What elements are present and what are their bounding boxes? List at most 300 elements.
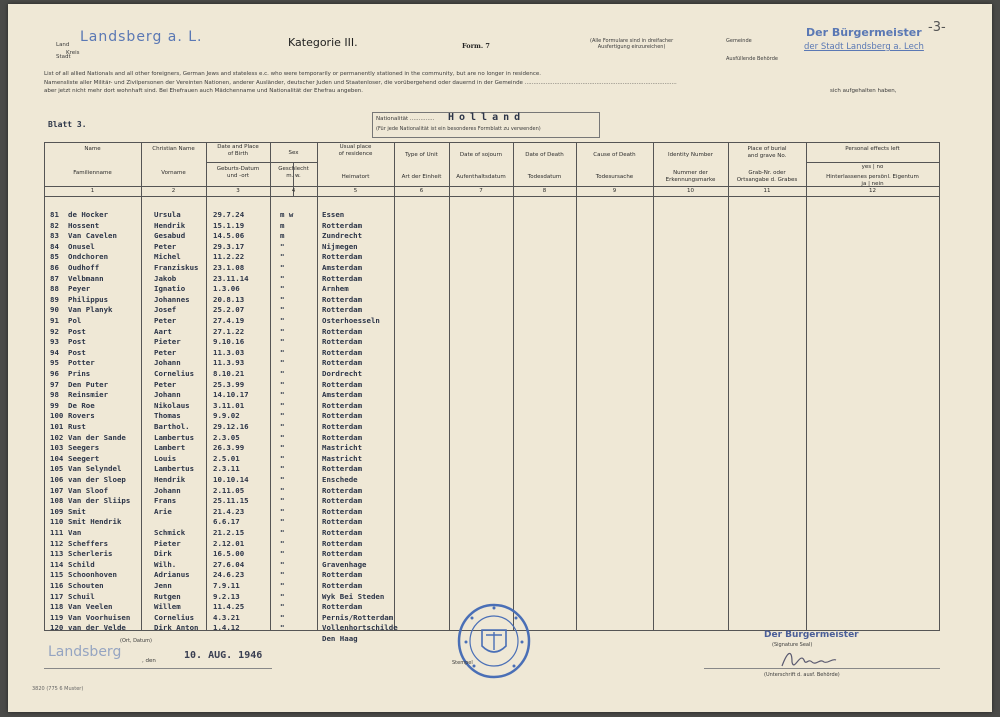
row-family-name: Den Puter [68, 379, 109, 389]
row-number: 116 [50, 581, 64, 590]
row-number: 118 [50, 602, 64, 612]
kreis-label: Kreis [66, 50, 80, 56]
row-residence: Rotterdam [322, 506, 363, 516]
row-birth-date: 23.1.08 [213, 263, 245, 272]
col-residence-en: Usual place of residence [338, 144, 373, 157]
row-number: 120 [50, 623, 64, 633]
row-first-name: Jenn [154, 581, 172, 590]
row-residence: Rotterdam [322, 305, 363, 315]
row-family-name: Oudhoff [68, 263, 100, 272]
table-row [8, 486, 992, 497]
row-family-name: Seegert [68, 453, 100, 463]
row-birth-date: 4.3.21 [213, 612, 240, 622]
row-sex: " [280, 485, 285, 495]
table-row [8, 305, 992, 316]
row-residence: Rotterdam [322, 517, 363, 527]
row-number: 106 [50, 475, 64, 484]
row-family-name: Schouten [68, 581, 104, 590]
form-number: Form. 7 [462, 42, 490, 50]
row-residence: Amsterdam [322, 390, 363, 400]
row-number: 93 [50, 337, 59, 347]
row-family-name: Van der Sande [68, 432, 126, 442]
col-sex-de: Geschlecht m. w. [278, 166, 309, 179]
col-christian-en: Christian Name [152, 146, 195, 152]
row-birth-date: 2.3.11 [213, 464, 240, 474]
row-birth-date: 16.5.00 [213, 549, 245, 559]
table-row [8, 242, 992, 253]
row-residence: Rotterdam [322, 464, 363, 474]
row-birth-date: 26.3.99 [213, 443, 245, 453]
row-number: 96 [50, 369, 59, 378]
row-family-name: Rovers [68, 411, 95, 421]
row-sex: " [280, 263, 285, 272]
row-family-name: Peyer [68, 284, 91, 294]
instruction-de-3: sich aufgehalten haben, [830, 88, 897, 94]
colnum-8: 8 [542, 188, 547, 194]
col-name-en: Name [84, 146, 101, 152]
row-number: 105 [50, 464, 64, 474]
row-sex: " [280, 379, 285, 389]
form-note: (Alle Formulare sind in dreifacher Ausfertigung einzureichen) [590, 38, 674, 50]
page-note: -3- [928, 20, 946, 35]
row-first-name: Dirk [154, 549, 172, 559]
row-residence: Rotterdam [322, 496, 363, 506]
row-birth-date: 11.3.93 [213, 358, 245, 368]
handwritten-signature-icon [778, 644, 838, 674]
row-residence: Amsterdam [322, 263, 363, 272]
table-row [8, 570, 992, 581]
table-row [8, 380, 992, 391]
row-birth-date: 6.6.17 [213, 517, 240, 527]
row-number: 88 [50, 284, 59, 294]
table-row [8, 549, 992, 560]
row-residence: Enschede [322, 475, 358, 484]
row-residence: Dordrecht [322, 369, 363, 378]
sheet-number: Blatt 3. [48, 120, 87, 129]
row-family-name: Post [68, 337, 86, 347]
row-residence: Rotterdam [322, 549, 363, 559]
row-first-name: Peter [154, 241, 177, 251]
row-number: 86 [50, 263, 59, 272]
row-sex: " [280, 443, 285, 453]
row-family-name: Smit [68, 506, 86, 516]
table-row [8, 475, 992, 486]
col-cause-de: Todesursache [595, 174, 634, 180]
row-birth-date: 23.11.14 [213, 273, 249, 283]
row-sex: m w [280, 210, 294, 219]
row-number: 84 [50, 241, 59, 251]
signature-caption: (Unterschrift d. ausf. Behörde) [764, 672, 840, 678]
row-residence: Gravenhage [322, 559, 367, 569]
col-death-date-en: Date of Death [525, 152, 564, 158]
gemeinde-label: Gemeinde [726, 38, 752, 44]
row-family-name: Schoonhoven [68, 570, 117, 580]
row-birth-date: 1.4.12 [213, 623, 240, 633]
row-birth-date: 2.5.01 [213, 453, 240, 463]
row-birth-date: 24.6.23 [213, 570, 245, 580]
table-row [8, 390, 992, 401]
table-row [8, 295, 992, 306]
row-first-name: Barthol. [154, 422, 190, 431]
row-family-name: Post [68, 347, 86, 357]
row-residence: Rotterdam [322, 581, 363, 590]
table-row [8, 411, 992, 422]
row-number: 110 [50, 517, 64, 527]
colnum-1: 1 [90, 188, 95, 194]
row-sex: " [280, 326, 285, 336]
row-birth-date: 21.4.23 [213, 506, 245, 516]
row-first-name: Ignatio [154, 284, 186, 294]
table-row [8, 496, 992, 507]
row-sex: " [280, 337, 285, 347]
row-birth-date: 20.8.13 [213, 294, 245, 304]
row-sex: " [280, 411, 285, 421]
row-birth-date: 8.10.21 [213, 369, 245, 378]
row-family-name: Onusel [68, 241, 95, 251]
table-row [8, 348, 992, 359]
row-first-name: Willem [154, 602, 181, 612]
colnum-5: 5 [353, 188, 358, 194]
nationality-value: Holland [448, 112, 526, 123]
row-residence: Rotterdam [322, 294, 363, 304]
row-number: 81 [50, 210, 59, 219]
col-death-date-de: Todesdatum [527, 174, 562, 180]
row-first-name: Gesabud [154, 231, 186, 241]
row-family-name: Van Selyndel [68, 464, 122, 474]
table-row [8, 422, 992, 433]
col-birth-en: Date and Place of Birth [217, 144, 259, 157]
row-family-name: Van Planyk [68, 305, 113, 315]
col-unit-en: Type of Unit [405, 152, 438, 158]
row-first-name: Rutgen [154, 591, 181, 601]
col-birth-de: Geburts-Datum und -ort [216, 166, 260, 179]
row-sex: " [280, 570, 285, 580]
official-seal-icon [456, 602, 532, 680]
row-first-name: Arie [154, 506, 172, 516]
row-number: 119 [50, 612, 64, 622]
colnum-4: 4 [291, 188, 296, 194]
row-birth-date: 25.3.99 [213, 379, 245, 389]
row-number: 87 [50, 273, 59, 283]
col-effects-yesno: yes | no [861, 164, 884, 170]
row-first-name: Schmick [154, 528, 186, 537]
table-row [8, 231, 992, 242]
row-number: 97 [50, 379, 59, 389]
row-first-name: Peter [154, 316, 177, 325]
row-family-name: van der Velde [68, 623, 126, 633]
row-sex: " [280, 506, 285, 516]
row-family-name: Smit Hendrik [68, 517, 122, 527]
table-row [8, 539, 992, 550]
row-first-name: Pieter [154, 337, 181, 347]
row-sex: " [280, 528, 285, 537]
row-first-name: Hendrik [154, 220, 186, 230]
row-birth-date: 10.10.14 [213, 475, 249, 484]
table-row [8, 221, 992, 232]
row-family-name: Velbmann [68, 273, 104, 283]
row-sex: " [280, 347, 285, 357]
col-identity-de: Nummer der Erkennungsmarke [665, 170, 716, 183]
table-row [8, 316, 992, 327]
row-number: 101 [50, 422, 64, 431]
table-row [8, 274, 992, 285]
row-residence: Den Haag [322, 634, 358, 643]
row-residence: Nijmegen [322, 241, 358, 251]
row-sex: " [280, 316, 285, 325]
row-residence: Rotterdam [322, 528, 363, 537]
row-residence: Vollenhortschilde [322, 623, 398, 633]
row-residence: Rotterdam [322, 337, 363, 347]
row-number: 103 [50, 443, 64, 453]
row-residence: Rotterdam [322, 538, 363, 548]
footer-place-label: (Ort, Datum) [120, 638, 152, 644]
col-cause-en: Cause of Death [593, 152, 636, 158]
row-residence: Zundrecht [322, 231, 363, 241]
row-first-name: Michel [154, 252, 181, 262]
table-row [8, 464, 992, 475]
instruction-de-2: aber jetzt nicht mehr dort wohnhaft sind. Bei Ehefrauen auch Mädchenname und Nationalität der Ehefrau angeben. [44, 88, 363, 94]
row-number: 91 [50, 316, 59, 325]
row-number: 100 [50, 411, 64, 421]
table-row [8, 210, 992, 221]
table-row [8, 517, 992, 528]
signature-stamp: Der Bürgermeister [764, 630, 859, 640]
row-family-name: Ondchoren [68, 252, 109, 262]
row-birth-date: 11.3.03 [213, 347, 245, 357]
row-number: 99 [50, 400, 59, 410]
row-family-name: Van Cavelen [68, 231, 117, 241]
row-family-name: van der Sloep [68, 475, 126, 484]
row-first-name: Lambert [154, 443, 186, 453]
row-number: 111 [50, 528, 64, 537]
row-family-name: Potter [68, 358, 95, 368]
row-birth-date: 25.11.15 [213, 496, 249, 506]
row-birth-date: 27.1.22 [213, 326, 245, 336]
row-first-name: Johann [154, 485, 181, 495]
row-family-name: Post [68, 326, 86, 336]
row-number: 98 [50, 390, 59, 400]
row-residence: Rotterdam [322, 570, 363, 580]
row-birth-date: 15.1.19 [213, 220, 245, 230]
row-residence: Rotterdam [322, 273, 363, 283]
row-number: 82 [50, 220, 59, 230]
row-family-name: Seegers [68, 443, 100, 453]
row-sex: " [280, 284, 285, 294]
row-sex: " [280, 612, 285, 622]
row-first-name: Lambertus [154, 432, 195, 442]
land-label: Land [56, 42, 70, 48]
row-sex: " [280, 538, 285, 548]
instruction-de-1: Namensliste aller Militär- und Zivilpersonen der Vereinten Nationen, anderer Ausländer, deutscher Juden und Staatenloser, die vorübergehend oder dauernd in der Gemeinde ....................................................................................... [44, 80, 677, 86]
row-sex: " [280, 241, 285, 251]
row-first-name: Aart [154, 326, 172, 336]
row-family-name: de Hocker [68, 210, 109, 219]
colnum-9: 9 [612, 188, 617, 194]
row-sex: " [280, 517, 285, 527]
row-sex: " [280, 549, 285, 559]
row-residence: Rotterdam [322, 379, 363, 389]
signature-label: (Signature Seal) [772, 642, 813, 648]
mayor-stamp-city: der Stadt Landsberg a. Lech [804, 42, 924, 52]
row-first-name: Johann [154, 358, 181, 368]
row-number: 95 [50, 358, 59, 368]
col-christian-de: Vorname [161, 170, 186, 176]
row-family-name: Van Sloof [68, 485, 109, 495]
row-residence: Rotterdam [322, 411, 363, 421]
row-family-name: Van [68, 528, 82, 537]
row-birth-date: 27.4.19 [213, 316, 245, 325]
row-number: 108 [50, 496, 64, 506]
row-residence: Rotterdam [322, 485, 363, 495]
row-sex: " [280, 559, 285, 569]
row-birth-date: 2.3.05 [213, 432, 240, 442]
row-sex: " [280, 390, 285, 400]
col-burial-de: Grab-Nr. oder Ortsangabe d. Grabes [736, 170, 798, 183]
behoerde-label: Ausfüllende Behörde [726, 56, 778, 62]
row-number: 92 [50, 326, 59, 336]
row-sex: " [280, 464, 285, 474]
colnum-12: 12 [869, 188, 876, 194]
row-residence: Rotterdam [322, 422, 363, 431]
row-residence: Rotterdam [322, 358, 363, 368]
row-first-name: Pieter [154, 538, 181, 548]
footer-date: 10. AUG. 1946 [184, 650, 263, 661]
row-birth-date: 2.11.05 [213, 485, 245, 495]
row-first-name: Johann [154, 390, 181, 400]
seal-label: Stempel [452, 660, 473, 666]
row-sex: m [280, 231, 285, 241]
instruction-en: List of all allied Nationals and all other foreigners, German Jews and stateless e.c. who were temporarily or permanently stationed in the community, but are no longer in residence. [44, 71, 541, 77]
colnum-11: 11 [763, 188, 771, 194]
row-sex: " [280, 623, 285, 633]
col-residence-de: Heimatort [341, 174, 370, 180]
row-first-name: Peter [154, 379, 177, 389]
table-row [8, 443, 992, 454]
row-birth-date: 14.5.06 [213, 231, 245, 241]
row-first-name: Cornelius [154, 612, 195, 622]
row-birth-date: 29.3.17 [213, 241, 245, 251]
row-family-name: Van der Sliips [68, 496, 131, 506]
table-row [8, 581, 992, 592]
row-number: 109 [50, 506, 64, 516]
row-first-name: Nikolaus [154, 400, 190, 410]
print-code: 3820 (775 6 Muster) [32, 686, 84, 692]
col-effects-de: Hinterlassenes persönl. Eigentum ja | nein [826, 174, 919, 187]
row-first-name: Wilh. [154, 559, 177, 569]
col-name-de: Familienname [73, 170, 112, 176]
row-residence: Rotterdam [322, 347, 363, 357]
row-first-name: Hendrik [154, 475, 186, 484]
col-identity-en: Identity Number [668, 152, 713, 158]
row-birth-date: 11.2.22 [213, 252, 245, 262]
row-sex: " [280, 432, 285, 442]
table-row [8, 433, 992, 444]
row-residence: Essen [322, 210, 345, 219]
row-birth-date: 9.9.02 [213, 411, 240, 421]
row-birth-date: 27.6.04 [213, 559, 245, 569]
row-first-name: Lambertus [154, 464, 195, 474]
row-sex: " [280, 422, 285, 431]
row-residence: Pernis/Rotterdam [322, 612, 394, 622]
row-family-name: Prins [68, 369, 91, 378]
row-sex: " [280, 294, 285, 304]
row-first-name: Ursula [154, 210, 181, 219]
colnum-10: 10 [687, 188, 694, 194]
table-row [8, 252, 992, 263]
row-family-name: Philippus [68, 294, 109, 304]
row-sex: " [280, 273, 285, 283]
table-row [8, 401, 992, 412]
row-sex: " [280, 400, 285, 410]
row-family-name: Schild [68, 559, 95, 569]
row-birth-date: 9.10.16 [213, 337, 245, 347]
table-row [8, 454, 992, 465]
colnum-3: 3 [236, 188, 240, 194]
footer-place-stamp: Landsberg [48, 644, 122, 660]
row-birth-date: 3.11.01 [213, 400, 245, 410]
row-number: 115 [50, 570, 64, 580]
colnum-6: 6 [419, 188, 424, 194]
table-row [8, 327, 992, 338]
row-number: 102 [50, 432, 64, 442]
colnum-7: 7 [479, 188, 483, 194]
row-first-name: Frans [154, 496, 177, 506]
row-number: 83 [50, 231, 59, 241]
row-family-name: Pol [68, 316, 82, 325]
row-number: 107 [50, 485, 64, 495]
row-number: 85 [50, 252, 59, 262]
row-family-name: Reinsmier [68, 390, 109, 400]
row-family-name: Hossent [68, 220, 100, 230]
row-family-name: Van Voorhuisen [68, 612, 131, 622]
col-sojourn-en: Date of sojourn [459, 152, 503, 158]
row-number: 90 [50, 305, 59, 315]
row-first-name: Dirk Anton [154, 623, 199, 633]
row-birth-date: 2.12.01 [213, 538, 245, 548]
table-row [8, 560, 992, 571]
row-family-name: Schuil [68, 591, 95, 601]
row-residence: Rotterdam [322, 252, 363, 262]
row-residence: Osterhoesseln [322, 316, 380, 325]
row-birth-date: 25.2.07 [213, 305, 245, 315]
row-first-name: Thomas [154, 411, 181, 421]
form-page [8, 4, 992, 712]
row-first-name: Louis [154, 453, 177, 463]
row-family-name: Scheffers [68, 538, 109, 548]
row-sex: " [280, 591, 285, 601]
colnum-2: 2 [171, 188, 176, 194]
table-row [8, 507, 992, 518]
row-sex: " [280, 602, 285, 612]
row-first-name: Josef [154, 305, 177, 315]
row-family-name: De Roe [68, 400, 95, 410]
col-unit-de: Art der Einheit [401, 174, 442, 180]
col-sojourn-de: Aufenthaltsdatum [456, 174, 506, 180]
row-family-name: Van Veelen [68, 602, 113, 612]
mayor-stamp: Der Bürgermeister [806, 26, 922, 39]
nationality-label: Nationalität .............. [376, 116, 435, 122]
row-residence: Rotterdam [322, 400, 363, 410]
row-number: 117 [50, 591, 64, 601]
row-birth-date: 14.10.17 [213, 390, 249, 400]
table-row [8, 284, 992, 295]
row-number: 94 [50, 347, 59, 357]
row-birth-date: 21.2.15 [213, 528, 245, 537]
row-first-name: Franziskus [154, 263, 199, 272]
col-effects-en: Personal effects left [845, 146, 900, 152]
row-number: 112 [50, 538, 64, 548]
row-sex: " [280, 475, 285, 484]
